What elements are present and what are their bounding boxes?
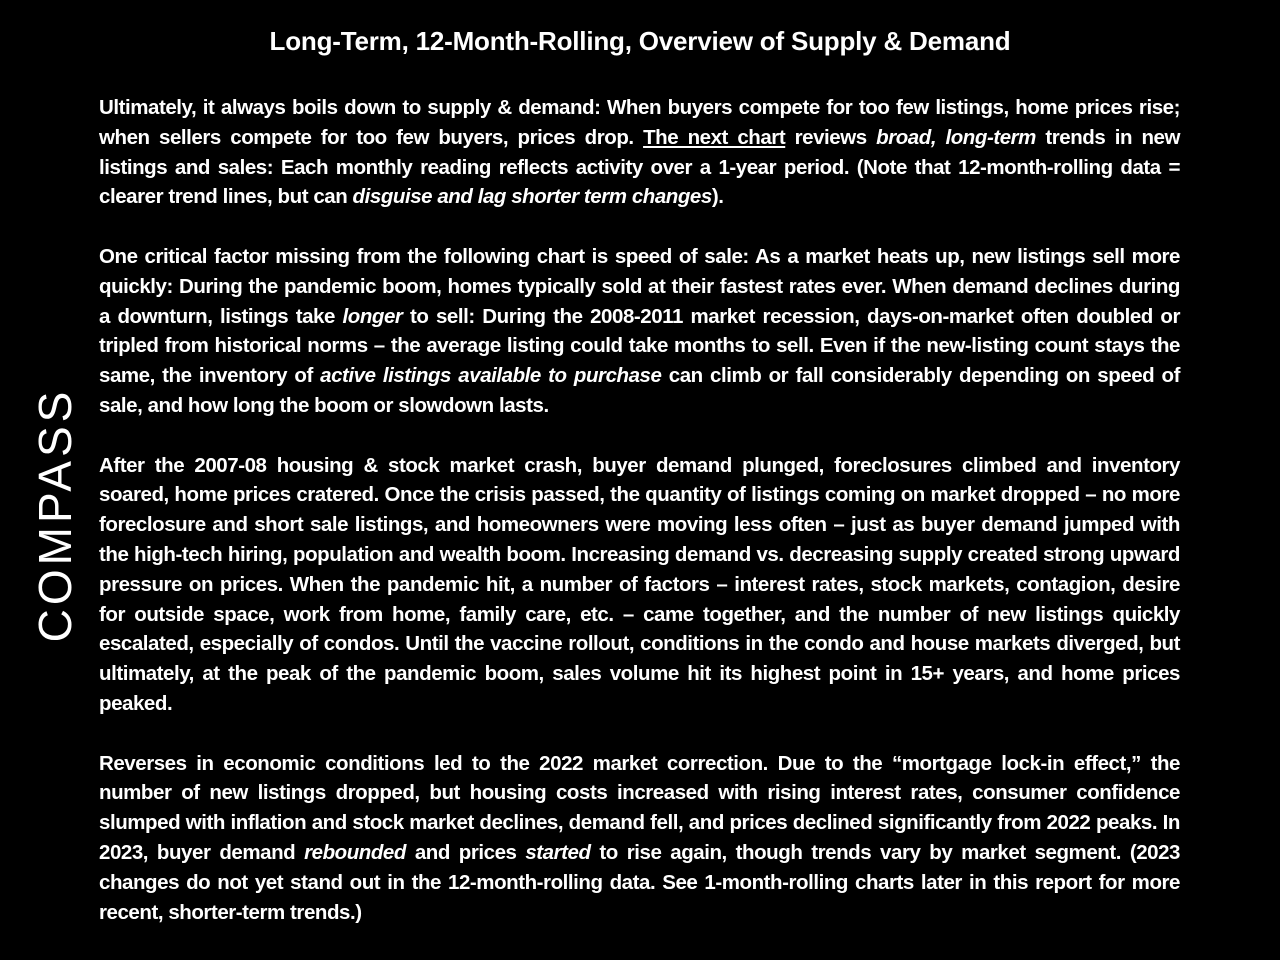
paragraph-2022-correction: Reverses in economic conditions led to the 2022 market correction. Due to the “mortgage lock-in effect,” the number of new listings dropped, but housing costs increased with rising interest rates, consumer confidence slumped with inflation and stock market declines, demand fell, and prices declined significantly from 2022 peaks. In 2023, buyer demand rebounded and prices started to rise again, though trends vary by market segment. (2023 changes do not yet stand out in the 12-month-rolling data. See 1-month-rolling charts later in this report for more recent, shorter-term trends.) <box>99 751 1181 924</box>
paragraph-speed-of-sale: One critical factor missing from the following chart is speed of sale: As a market heats up, new listings sell more quickly: During the pandemic boom, homes typically sold at their fastest rates ever. When demand declines during a downturn, listings take longer to sell: During the 2008-2011 market recession, days-on-market often doubled or tripled from historical norms – the average listing could take months to sell. Even if the new-listing count stays the same, the inventory of active listings available to purchase can climb or fall considerably depending on speed of sale, and how long the boom or slowdown lasts. <box>99 244 1180 417</box>
compass-logo-text: COMPASS <box>29 387 81 643</box>
paragraph-supply-demand: Ultimately, it always boils down to supply & demand: When buyers compete for too few listings, home prices rise; when sellers compete for too few buyers, prices drop. The next chart reviews broad, long-term trends in new listings and sales: Each monthly reading reflects activity over a 1-year period. (Note that 12-month-rolling data = clearer trend lines, but can disguise and lag shorter term changes). <box>99 96 1180 209</box>
article-body <box>99 93 1180 927</box>
paragraph-market-history: After the 2007-08 housing & stock market crash, buyer demand plunged, foreclosures climbed and inventory soared, home prices cratered. Once the crisis passed, the quantity of listings coming on market dropped – no more foreclosure and short sale listings, and homeowners were moving less often – just as buyer demand jumped with the high-tech hiring, population and wealth boom. Increasing demand vs. decreasing supply created strong upward pressure on prices. When the pandemic hit, a number of factors – interest rates, stock markets, contagion, desire for outside space, work from home, family care, etc. – came together, and the number of new listings quickly escalated, especially of condos. Until the vaccine rollout, conditions in the condo and house markets diverged, but ultimately, at the peak of the pandemic boom, sales volume hit its highest point in 15+ years, and home prices peaked. <box>99 453 1180 715</box>
next-chart-reference: The next chart <box>643 125 786 149</box>
page-title: Long-Term, 12-Month-Rolling, Overview of Supply & Demand <box>269 26 1011 56</box>
compass-logo <box>29 340 81 690</box>
